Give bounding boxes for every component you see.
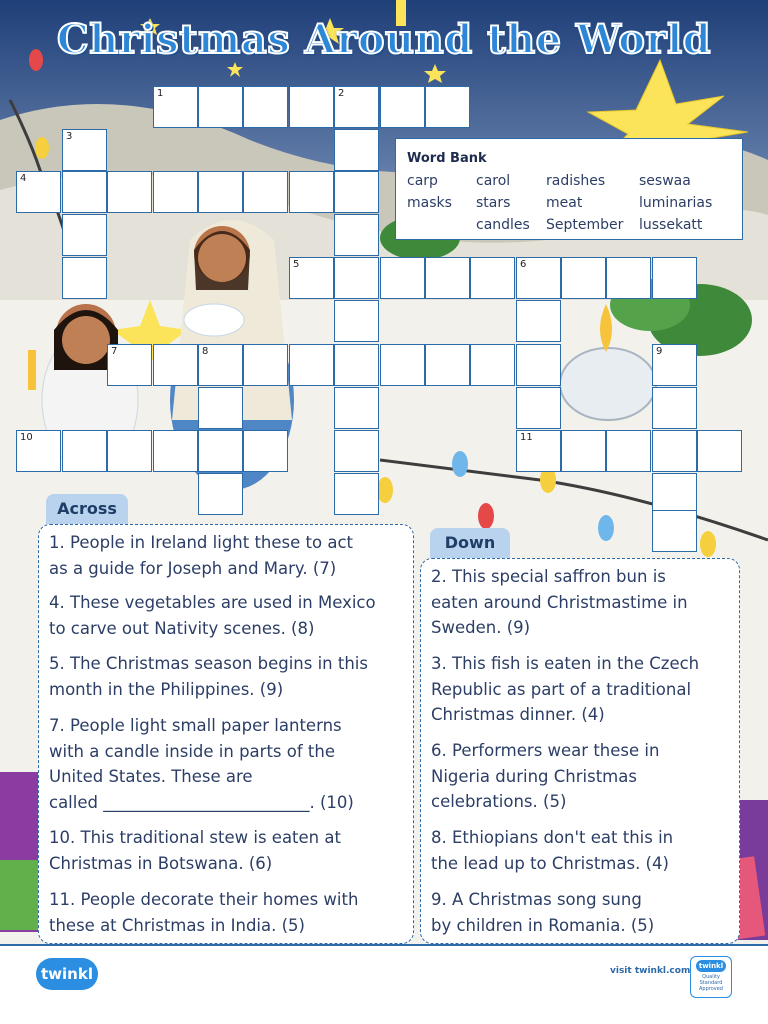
crossword-cell[interactable] [516,430,561,472]
crossword-cell[interactable] [334,214,379,256]
crossword-cell[interactable] [198,344,243,386]
crossword-cell[interactable] [652,257,697,299]
clue-number: 2 [338,88,345,99]
crossword-cell[interactable] [334,129,379,171]
crossword-cell[interactable] [62,129,107,171]
across-clue [49,651,409,702]
crossword-cell[interactable] [289,171,334,213]
crossword-cell[interactable] [561,257,606,299]
crossword-cell[interactable] [380,344,425,386]
word-bank-word: radishes [546,173,606,189]
clue-number: 8 [202,346,209,357]
word-bank-word: stars [476,195,511,211]
crossword-cell[interactable] [16,171,61,213]
crossword-cell[interactable] [107,344,152,386]
crossword-cell[interactable] [153,344,198,386]
across-tab: Across [46,494,128,524]
crossword-cell[interactable] [652,510,697,552]
crossword-cell[interactable] [470,257,515,299]
crossword-cell[interactable] [380,257,425,299]
clue-line: eaten around Christmastime in [431,592,688,612]
clue-line: with a candle inside in parts of the [49,741,335,761]
clue-line: as a guide for Joseph and Mary. (7) [49,558,337,578]
crossword-cell[interactable] [516,300,561,342]
crossword-cell[interactable] [606,257,651,299]
word-bank-word: masks [407,195,452,211]
clue-line: 7. People light small paper lanterns [49,716,342,735]
gift-icon [0,860,40,930]
word-bank-word: meat [546,195,583,211]
crossword-cell[interactable] [62,257,107,299]
clue-line: Nigeria during Christmas [431,766,637,786]
footer [0,944,768,1024]
across-clue [49,887,409,938]
crossword-cell[interactable] [652,387,697,429]
clue-number: 1 [157,88,164,99]
crossword-cell[interactable] [516,387,561,429]
crossword-cell[interactable] [243,171,288,213]
crossword-cell[interactable] [334,387,379,429]
clue-line: 9. A Christmas song sung [431,890,642,909]
clue-line: 2. This special saffron bun is [431,567,666,586]
clue-line: Republic as part of a traditional [431,679,692,699]
clue-line: 3. This fish is eaten in the Czech [431,654,700,673]
crossword-cell[interactable] [334,430,379,472]
crossword-cell[interactable] [198,430,243,472]
clue-line: 1. People in Ireland light these to act [49,533,353,552]
crossword-cell[interactable] [652,344,697,386]
word-bank-title: Word Bank [407,151,487,166]
clue-line: these at Christmas in India. (5) [49,915,305,935]
clue-line: 6. Performers wear these in [431,741,660,760]
clue-line: 10. This traditional stew is eaten at [49,828,341,847]
crossword-cell[interactable] [561,430,606,472]
clue-number: 10 [20,432,33,443]
crossword-cell[interactable] [380,86,425,128]
crossword-cell[interactable] [107,171,152,213]
clue-number: 5 [293,259,300,270]
crossword-cell[interactable] [198,86,243,128]
across-clue [49,590,409,641]
clue-line: the lead up to Christmas. (4) [431,853,669,873]
crossword-cell[interactable] [153,430,198,472]
crossword-cell[interactable] [334,473,379,515]
across-clue [49,825,409,876]
down-clue [431,825,731,876]
crossword-cell[interactable] [16,430,61,472]
crossword-cell[interactable] [62,430,107,472]
crossword-cell[interactable] [198,171,243,213]
clue-number: 7 [111,346,118,357]
clue-number: 9 [656,346,663,357]
crossword-cell[interactable] [107,430,152,472]
clue-line: Sweden. (9) [431,618,531,637]
crossword-cell[interactable] [289,86,334,128]
clue-line: by children in Romania. (5) [431,915,655,935]
word-bank-word: lussekatt [639,217,703,233]
crossword-cell[interactable] [652,473,697,515]
crossword-cell[interactable] [516,257,561,299]
down-clue [431,564,731,641]
clue-line: celebrations. (5) [431,792,567,811]
crossword-cell[interactable] [62,214,107,256]
visit-link[interactable]: visit twinkl.com [610,966,691,976]
clue-number: 3 [66,131,73,142]
quality-badge-logo: twinkl [696,960,726,972]
clue-line: 8. Ethiopians don't eat this in [431,828,674,847]
crossword-cell[interactable] [425,344,470,386]
word-bank-word: carol [476,173,511,189]
crossword-cell[interactable] [198,473,243,515]
crossword-cell[interactable] [697,430,742,472]
crossword-cell[interactable] [243,86,288,128]
clue-line: to carve out Nativity scenes. (8) [49,618,315,638]
down-clue [431,651,731,728]
clue-line: 5. The Christmas season begins in this [49,654,368,673]
word-bank-word: seswaa [639,173,691,189]
crossword-cell[interactable] [334,257,379,299]
quality-badge-text: Quality Standard Approved [699,974,723,992]
word-bank-word: luminarias [639,195,713,211]
crossword-cell[interactable] [516,344,561,386]
crossword-cell[interactable] [243,430,288,472]
across-clue [49,530,409,581]
crossword-cell[interactable] [153,171,198,213]
clue-line: called _________________________. (10) [49,792,354,812]
clue-line: month in the Philippines. (9) [49,679,284,699]
word-bank [395,138,743,240]
twinkl-logo[interactable]: twinkl [36,958,98,990]
crossword-cell[interactable] [62,171,107,213]
crossword-cell[interactable] [289,344,334,386]
word-bank-word: September [546,217,624,233]
clue-number: 6 [520,259,527,270]
clue-line: 4. These vegetables are used in Mexico [49,593,376,612]
clue-line: United States. These are [49,767,253,786]
clue-line: Christmas in Botswana. (6) [49,853,273,873]
clue-number: 4 [20,173,27,184]
crossword-cell[interactable] [334,300,379,342]
down-clue [431,738,731,815]
crossword-cell[interactable] [153,86,198,128]
clue-line: Christmas dinner. (4) [431,705,605,724]
crossword-cell[interactable] [334,344,379,386]
crossword-cell[interactable] [425,86,470,128]
word-bank-word: carp [407,173,438,189]
crossword-cell[interactable] [470,344,515,386]
word-bank-word: candles [476,217,530,233]
crossword-cell[interactable] [198,387,243,429]
crossword-cell[interactable] [606,430,651,472]
crossword-cell[interactable] [334,86,379,128]
crossword-cell[interactable] [652,430,697,472]
crossword-cell[interactable] [243,344,288,386]
across-clue [49,713,409,815]
down-clue [431,887,731,938]
crossword-cell[interactable] [289,257,334,299]
down-tab: Down [430,528,510,558]
crossword-cell[interactable] [334,171,379,213]
clue-number: 11 [520,432,533,443]
page-title: Christmas Around the World [56,16,712,63]
clue-line: 11. People decorate their homes with [49,890,359,909]
quality-badge [690,956,732,998]
crossword-cell[interactable] [425,257,470,299]
